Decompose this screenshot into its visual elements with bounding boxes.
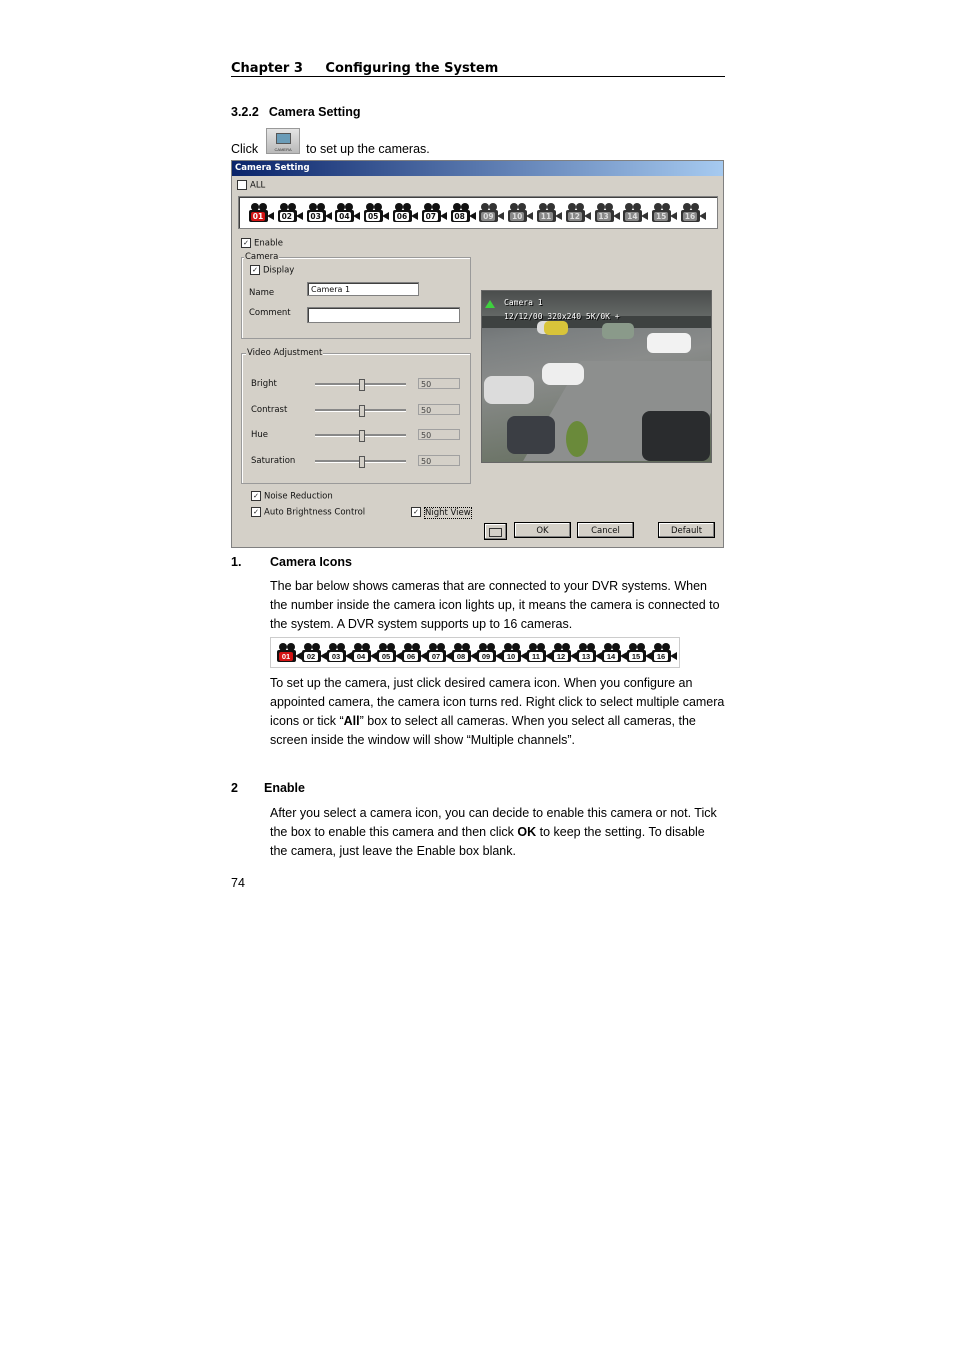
camera-icon-10[interactable] bbox=[506, 202, 535, 223]
camera-number: 16 bbox=[684, 212, 696, 221]
camera-number: 07 bbox=[425, 212, 436, 221]
camera-icon-13[interactable] bbox=[593, 202, 622, 223]
camera-icon-bar bbox=[238, 196, 718, 229]
enable-checkbox[interactable] bbox=[241, 238, 283, 249]
camera-icon-07[interactable] bbox=[425, 642, 450, 663]
camera-number: 11 bbox=[540, 212, 552, 221]
auto-brightness-label: Auto Brightness Control bbox=[264, 507, 366, 518]
osd-camera-name: Camera 1 bbox=[504, 298, 543, 307]
camera-icon-16[interactable] bbox=[679, 202, 708, 223]
comment-label: Comment bbox=[249, 308, 291, 318]
camera-icon-12[interactable] bbox=[564, 202, 593, 223]
auto-brightness-check-box[interactable]: ✓ bbox=[251, 507, 261, 517]
item2-number: 2 bbox=[231, 781, 238, 795]
slider-label-contrast: Contrast bbox=[251, 404, 288, 415]
page-number: 74 bbox=[231, 876, 245, 890]
item1-paragraph1: The bar below shows cameras that are connected to your DVR systems. When the number inside the camera icon lights up, it means the camera is connected to the system. A DVR system supports up to 16 cameras. bbox=[270, 579, 720, 631]
camera-icon-bar-example bbox=[270, 637, 680, 668]
camera-icon-16[interactable] bbox=[650, 642, 675, 663]
camera-icon-15[interactable] bbox=[650, 202, 679, 223]
noise-check-box[interactable]: ✓ bbox=[251, 491, 261, 501]
display-label: Display bbox=[263, 265, 295, 276]
camera-number: 12 bbox=[569, 212, 580, 221]
slider-value: 50 bbox=[418, 429, 460, 440]
slider-label-hue: Hue bbox=[251, 430, 269, 440]
camera-icon-06[interactable] bbox=[391, 202, 420, 223]
camera-number: 13 bbox=[579, 652, 593, 661]
camera-number: 10 bbox=[511, 212, 523, 221]
video-adjustment-label: Video Adjustment bbox=[247, 348, 323, 358]
chapter-title: Configuring the System bbox=[325, 61, 499, 76]
item2-para-a: After you select a camera icon, you can decide to enable this camera or not. Tick the box to enable this camera and then click bbox=[270, 806, 717, 839]
camera-icons bbox=[247, 202, 708, 223]
item2-paragraph bbox=[270, 804, 725, 861]
slider-thumb[interactable] bbox=[359, 379, 365, 391]
slider-thumb[interactable] bbox=[359, 456, 365, 468]
camera-icon-05[interactable] bbox=[375, 642, 400, 663]
dialog-title: Camera Setting bbox=[232, 161, 723, 176]
camera-icon-02[interactable] bbox=[276, 202, 305, 223]
camera-number: 03 bbox=[310, 212, 321, 221]
camera-icon-07[interactable] bbox=[420, 202, 449, 223]
osd-info: 12/12/00 320x240 5K/0K + bbox=[504, 312, 620, 321]
auto-brightness-checkbox[interactable] bbox=[251, 507, 365, 518]
camera-icon-08[interactable] bbox=[450, 642, 475, 663]
noise-reduction-checkbox[interactable] bbox=[251, 491, 333, 502]
night-view-checkbox[interactable] bbox=[411, 507, 472, 518]
section-heading bbox=[231, 105, 361, 119]
item1-para2-b: ” box to select all cameras. When you select all cameras, the screen inside the window will show “Multiple channels”. bbox=[270, 714, 696, 747]
default-button[interactable]: Default bbox=[658, 522, 715, 538]
camera-number: 04 bbox=[354, 652, 368, 661]
slider-value: 50 bbox=[418, 404, 460, 415]
noise-label: Noise Reduction bbox=[264, 491, 333, 502]
section-title: Camera Setting bbox=[268, 105, 361, 119]
camera-icon-03[interactable] bbox=[305, 202, 334, 223]
camera-icon-15[interactable] bbox=[625, 642, 650, 663]
slider-label-saturation: Saturation bbox=[251, 455, 296, 466]
camera-icon-04[interactable] bbox=[333, 202, 362, 223]
slider-value: 50 bbox=[418, 455, 460, 466]
cancel-button[interactable]: Cancel bbox=[577, 522, 634, 538]
slider-value: 50 bbox=[418, 378, 460, 389]
slider-thumb[interactable] bbox=[359, 430, 365, 442]
camera-setting-dialog bbox=[231, 160, 724, 548]
printer-icon bbox=[489, 528, 502, 537]
all-label: ALL bbox=[250, 180, 266, 191]
camera-setting-icon[interactable]: CAMERA bbox=[266, 128, 300, 154]
all-checkbox[interactable] bbox=[237, 180, 265, 191]
camera-number: 05 bbox=[367, 212, 379, 221]
camera-icon-14[interactable] bbox=[600, 642, 625, 663]
camera-icon-01[interactable] bbox=[275, 642, 300, 663]
camera-number: 09 bbox=[479, 652, 493, 661]
camera-number: 10 bbox=[504, 652, 518, 661]
name-label: Name bbox=[249, 288, 275, 298]
camera-icon-11[interactable] bbox=[525, 642, 550, 663]
item1-title: Camera Icons bbox=[270, 555, 352, 569]
item1-number: 1. bbox=[231, 555, 242, 569]
display-check-box[interactable]: ✓ bbox=[250, 265, 260, 275]
slider-label-bright: Bright bbox=[251, 379, 277, 389]
camera-icon-05[interactable] bbox=[362, 202, 391, 223]
camera-icon-03[interactable] bbox=[325, 642, 350, 663]
night-view-label: Night View bbox=[425, 507, 471, 518]
ok-button[interactable]: OK bbox=[514, 522, 571, 538]
osd-marker-icon bbox=[485, 300, 495, 308]
item1-paragraph2 bbox=[270, 674, 725, 750]
camera-preview bbox=[481, 290, 712, 463]
chapter-label: Chapter 3 bbox=[231, 61, 303, 76]
camera-number: 05 bbox=[379, 652, 393, 661]
camera-icon-04[interactable] bbox=[350, 642, 375, 663]
item2-para-b: to keep the setting. To disable the camera, just leave the Enable box blank. bbox=[270, 825, 705, 858]
camera-number: 02 bbox=[281, 212, 293, 221]
camera-number: 01 bbox=[252, 212, 264, 221]
camera-icon-01[interactable] bbox=[247, 202, 276, 223]
camera-icon-02[interactable] bbox=[300, 642, 325, 663]
camera-group-label: Camera bbox=[245, 252, 279, 262]
enable-label: Enable bbox=[254, 238, 283, 249]
camera-number: 08 bbox=[454, 212, 465, 221]
all-check-box[interactable] bbox=[237, 180, 247, 190]
camera-number: 01 bbox=[279, 652, 293, 661]
print-button[interactable] bbox=[484, 523, 507, 540]
camera-number: 16 bbox=[654, 652, 668, 661]
camera-icon-10[interactable] bbox=[500, 642, 525, 663]
camera-number: 15 bbox=[629, 652, 643, 661]
item1-para2-a: To set up the camera, just click desired camera icon. When you configure an appointed camera, the camera icon turns red. Right click to select multiple camera icons or tick “ bbox=[270, 676, 725, 728]
camera-icons-example bbox=[275, 642, 675, 663]
item1-para2-bold: All bbox=[343, 714, 360, 728]
camera-number: 08 bbox=[454, 652, 468, 661]
intro-after: to set up the cameras. bbox=[306, 142, 430, 156]
camera-number: 02 bbox=[304, 652, 318, 661]
camera-number: 06 bbox=[396, 212, 408, 221]
camera-number: 15 bbox=[655, 212, 667, 221]
chapter-header bbox=[231, 61, 725, 77]
camera-number: 11 bbox=[529, 652, 543, 661]
name-input[interactable]: Camera 1 bbox=[307, 282, 419, 296]
camera-number: 13 bbox=[598, 212, 609, 221]
camera-icon-12[interactable] bbox=[550, 642, 575, 663]
camera-number: 14 bbox=[627, 212, 638, 221]
camera-number: 04 bbox=[339, 212, 350, 221]
camera-number: 09 bbox=[483, 212, 494, 221]
camera-icon-08[interactable] bbox=[449, 202, 478, 223]
camera-number: 03 bbox=[329, 652, 343, 661]
night-view-check-box[interactable]: ✓ bbox=[411, 507, 421, 517]
camera-icon-11[interactable] bbox=[535, 202, 564, 223]
camera-number: 12 bbox=[554, 652, 568, 661]
enable-check-box[interactable]: ✓ bbox=[241, 238, 251, 248]
camera-number: 06 bbox=[404, 652, 418, 661]
slider-thumb[interactable] bbox=[359, 405, 365, 417]
section-number: 3.2.2 bbox=[231, 105, 259, 119]
display-checkbox[interactable] bbox=[250, 265, 294, 276]
camera-icon-06[interactable] bbox=[400, 642, 425, 663]
camera-icon-14[interactable] bbox=[621, 202, 650, 223]
camera-icon-09[interactable] bbox=[477, 202, 506, 223]
camera-number: 07 bbox=[429, 652, 443, 661]
intro-before: Click bbox=[231, 142, 259, 156]
comment-input[interactable] bbox=[307, 307, 460, 323]
camera-icon-09[interactable] bbox=[475, 642, 500, 663]
camera-number: 14 bbox=[604, 652, 618, 661]
intro-line bbox=[231, 130, 430, 156]
item2-title: Enable bbox=[264, 781, 305, 795]
item2-para-bold: OK bbox=[517, 825, 537, 839]
camera-icon-13[interactable] bbox=[575, 642, 600, 663]
